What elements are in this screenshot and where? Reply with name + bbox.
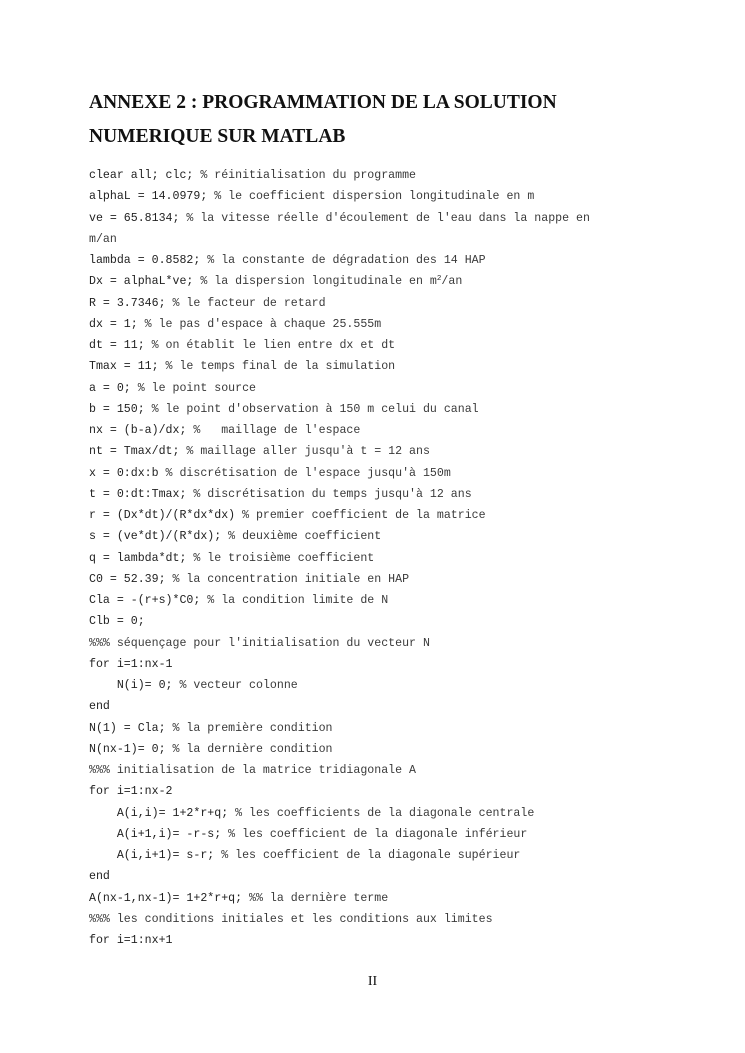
code-line [89,165,689,186]
code-line [89,888,689,909]
code-line [89,186,689,207]
code-comment: % le facteur de retard [172,296,326,310]
code-comment: %%% séquençage pour l'initialisation du vecteur N [89,636,430,650]
code-comment: % le point source [137,381,256,395]
code-statement: b = 150; [89,402,152,416]
code-line [89,441,689,462]
code-line [89,420,689,441]
code-line [89,718,689,739]
code-comment: % deuxième coefficient [228,530,382,544]
page-number: II [367,974,378,989]
code-statement: A(i,i+1)= s-r; [89,849,222,862]
heading-line-1: ANNEXE 2 : PROGRAMMATION DE LA SOLUTION [89,92,557,113]
code-comment: % le pas d'espace à chaque 25.555m [144,317,382,331]
code-line [89,399,689,420]
code-statement: Dx = alphaL*ve; [89,275,201,289]
annex-heading [89,86,709,154]
code-statement: A(nx-1,nx-1)= 1+2*r+q; [89,891,250,905]
code-statement: nx = (b-a)/dx; [89,424,194,437]
code-statement: ve = 65.8134; [89,211,187,225]
code-line [89,866,689,887]
code-comment: % discrétisation de l'espace jusqu'à 150m [165,466,451,480]
code-statement: Tmax = 11; [89,360,166,374]
matlab-code-listing [89,165,689,951]
code-line [89,781,689,802]
code-statement: Clb = 0; [89,615,145,629]
code-statement: lambda = 0.8582; [89,254,208,267]
code-comment: % les coefficient de la diagonale supérieur [221,849,521,862]
code-statement: for i=1:nx-2 [89,785,173,799]
heading-line-2: NUMERIQUE SUR MATLAB [89,126,346,147]
code-line [89,229,689,250]
code-statement: alphaL = 14.0979; [89,190,215,204]
code-line [89,590,689,611]
code-comment: % premier coefficient de la matrice [242,509,486,522]
code-comment: % réinitialisation du programme [200,169,417,182]
code-line [89,824,689,845]
code-comment: % la vitesse réelle d'écoulement de l'eau dans la nappe en [186,211,590,225]
code-line [89,909,689,930]
code-statement: N(1) = Cla; [89,721,173,735]
code-comment: % la dernière condition [172,742,333,756]
code-comment: m/an [89,232,117,246]
code-statement: R = 3.7346; [89,296,173,310]
code-line [89,739,689,760]
code-statement: dx = 1; [89,317,145,331]
code-comment: %%% initialisation de la matrice tridiagonale A [89,764,416,777]
code-comment: % le troisième coefficient [193,551,375,565]
code-statement: N(i)= 0; [89,679,180,692]
code-comment: % vecteur colonne [179,679,298,692]
code-line [89,760,689,781]
code-statement: for i=1:nx+1 [89,934,173,947]
code-comment: % maillage aller jusqu'à t = 12 ans [186,445,430,459]
code-line [89,845,689,866]
code-line [89,378,689,399]
code-line [89,463,689,484]
code-comment: % la constante de dégradation des 14 HAP [207,254,486,267]
code-line [89,314,689,335]
code-statement: clear all; clc; [89,169,201,182]
code-line [89,335,689,356]
code-statement: Cla = -(r+s)*C0; [89,594,208,607]
code-comment: % le coefficient dispersion longitudinale en m [214,190,535,204]
code-line [89,930,689,951]
code-line [89,569,689,590]
code-line [89,696,689,717]
code-comment: %%% les conditions initiales et les conditions aux limites [89,912,493,926]
code-statement: r = (Dx*dt)/(R*dx*dx) [89,509,243,522]
code-comment: % le point d'observation à 150 m celui du canal [151,402,479,416]
code-line [89,526,689,547]
code-statement: x = 0:dx:b [89,466,166,480]
code-comment: % maillage de l'espace [193,424,361,437]
code-comment: % les coefficients de la diagonale centrale [235,806,535,820]
code-comment: % la première condition [172,721,333,735]
code-statement: for i=1:nx-1 [89,657,173,671]
code-line [89,611,689,632]
code-comment: % discrétisation du temps jusqu'à 12 ans [193,487,472,501]
code-statement: end [89,700,110,714]
code-line [89,633,689,654]
code-comment: % la condition limite de N [207,594,389,607]
code-statement: q = lambda*dt; [89,551,194,565]
code-statement: a = 0; [89,381,138,395]
code-line [89,208,689,229]
code-statement: A(i,i)= 1+2*r+q; [89,806,236,820]
code-statement: nt = Tmax/dt; [89,445,187,459]
superscript-exponent: 2 [436,275,442,284]
code-statement: t = 0:dt:Tmax; [89,487,194,501]
code-statement: A(i+1,i)= -r-s; [89,827,229,841]
code-comment-suffix: /an [441,275,463,289]
code-line [89,803,689,824]
code-line [89,271,689,292]
code-statement: s = (ve*dt)/(R*dx); [89,530,229,544]
code-comment: % la concentration initiale en HAP [172,572,410,586]
code-line [89,505,689,526]
code-line [89,675,689,696]
code-line [89,356,689,377]
code-statement: dt = 11; [89,339,152,352]
code-statement: end [89,870,110,884]
code-comment: % on établit le lien entre dx et dt [151,339,396,352]
code-line [89,484,689,505]
code-line [89,293,689,314]
code-line [89,250,689,271]
code-line [89,548,689,569]
code-statement: N(nx-1)= 0; [89,742,173,756]
code-comment: % les coefficient de la diagonale inférieur [228,827,528,841]
code-line [89,654,689,675]
code-comment: % le temps final de la simulation [165,360,396,374]
code-statement: C0 = 52.39; [89,572,173,586]
code-comment: %% la dernière terme [249,891,389,905]
code-comment: % la dispersion longitudinale en m [200,275,437,289]
